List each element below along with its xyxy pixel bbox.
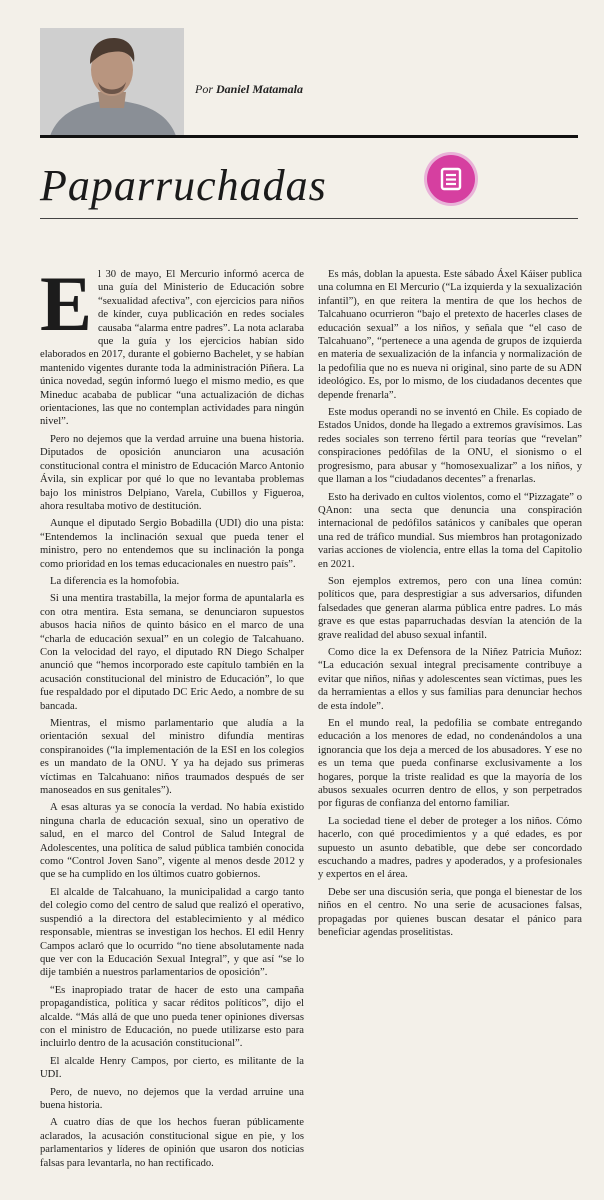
author-name: Daniel Matamala	[216, 82, 304, 96]
paragraph: Pero no dejemos que la verdad arruine una buena historia. Diputados de oposición anunciaron una acusación constitucional contra el ministro de Educación Marco Antonio Ávila, sin explicar por qué lo que no levantaba problemas bajo los ministros Delpiano, Varela, Cubillos y Figueroa, ahora resultaba motivo de destitución.	[40, 433, 304, 512]
paragraph: Es más, doblan la apuesta. Este sábado Áxel Káiser publica una columna en El Mercurio (“La izquierda y la sexualización infantil”), en que reitera la mentira de que los hechos de Talcahuano ocurrieron “bajo el pretexto de hacerles clases de educación sexual” a los niños, y señala que “el caso de Talcahuano”, “pertenece a una agenda de grupos de izquierda en materia de sexualización de la infancia y normalización de la pedofilia que no es nueva ni original, sino parte de su ADN ideológico. Es, por lo mismo, de los ciudadanos decentes que depende frenarla”.	[318, 269, 582, 401]
paragraph: La sociedad tiene el deber de proteger a los niños. Cómo hacerlo, con qué procedimientos y a qué edades, es por supuesto un asunto debatible, que debe ser concordado escuchando a madres, padres y apoderados, y a profesionales y expertos en el área.	[318, 815, 582, 881]
paragraph: A esas alturas ya se conocía la verdad. No había existido ninguna charla de educación sexual, sino un operativo de salud, en el marco del Control de Salud Integral de Adolescentes, una política de salud pública también conocida como “Control Joven Sano”, vigente al menos desde 2012 y que se ha cumplido en los últimos cuatro gobiernos.	[40, 802, 304, 881]
paragraph: Aunque el diputado Sergio Bobadilla (UDI) dio una pista: “Entendemos la inclinación sexual que pueda tener el ministro, pero no entendemos que su inclinación la ponga como prioridad en los temas educacionales en nuestro país”.	[40, 518, 304, 570]
column-title: Paparruchadas	[40, 161, 327, 210]
author-photo	[40, 28, 184, 136]
paragraph: Mientras, el mismo parlamentario que aludía a la orientación sexual del ministro difundía mentiras conspiranoides (“la implementación de la ESI en los colegios es un mandato de la ONU. Y ya ha dejado sus primeras víctimas en Talcahuano: niños traumados después de ser manoseados en sus genitales”).	[40, 718, 304, 797]
paragraph: Si una mentira trastabilla, la mejor forma de apuntalarla es con otra mentira. Esta semana, se denunciaron supuestos abusos hacia niños de quinto básico en el marco de una “charla de educación sexual” en un colegio de Talcahuano. Con la velocidad del rayo, el diputado RN Diego Schalper anunció que “hemos incorporado este capítulo también en la acusación constitucional del ministro de Educación”, lo que fue respaldado por el diputado DC Eric Aedo, a nombre de su bancada.	[40, 593, 304, 712]
byline	[195, 82, 303, 97]
article-body	[40, 260, 582, 1188]
paragraph: El alcalde de Talcahuano, la municipalidad a cargo tanto del colegio como del centro de salud que realizó el operativo, suspendió a la directora del establecimiento y al médico responsable, mientras se investigan los hechos. El edil Henry Campos aclaró que lo ocurrido “no tiene absolutamente nada que ver con la Educación Sexual Integral”, y que así “se lo dije también a nuestros parlamentarios de oposición”.	[40, 886, 304, 979]
paragraph: Este modus operandi no se inventó en Chile. Es copiado de Estados Unidos, donde ha llegado a extremos gravísimos. Las redes sociales son terreno fértil para teorías que “revelan” conspiraciones pedófilas de la ONU, el sionismo o el progresismo, para abusar y “homosexualizar” a los niños, y que llaman a los “ciudadanos decentes” a frenarlas.	[318, 407, 582, 486]
paragraph: Como dice la ex Defensora de la Niñez Patricia Muñoz: “La educación sexual integral precisamente contribuye a evitar que niños, niñas y adolescentes sean víctimas, pues les da herramientas a ellos y sus familias para denunciar hechos de esta índole”.	[318, 646, 582, 712]
title-rule	[40, 218, 578, 219]
paragraph: En el mundo real, la pedofilia se combate entregando educación a los menores de edad, no condenándolos a una ignorancia que los deja a merced de los abusadores. Y ese no es un tema que pueda confinarse exclusivamente a los hogares, porque la triste realidad es que la mayoría de los abusos sexuales ocurren dentro de ellos, y son perpetrados por figuras de confianza del entorno familiar.	[318, 718, 582, 810]
author-portrait-icon	[40, 28, 184, 136]
header-rule	[40, 135, 578, 138]
paragraph: Esto ha derivado en cultos violentos, como el “Pizzagate” o QAnon: una secta que denuncia una conspiración internacional de pedófilos satánicos y caníbales que operan una red de tráfico mundial. Sus miembros han protagonizado varias acciones de violencia, entre ellas la toma del Capitolio en 2021.	[318, 491, 582, 570]
paragraph-text: l 30 de mayo, El Mercurio informó acerca de una guía del Ministerio de Educación sobre “sexualidad afectiva”, con ejercicios para niños de kínder, cuya publicación en redes sociales causaba “alarma entre padres”. La nota aclaraba que la guía y los ejercicios habían sido elaborados en 2017, durante el gobierno Bachelet, y se habían mantenido vigentes durante toda la administración Piñera. La única novedad, según informó luego el mismo medio, es que Mineduc acababa de publicar “una actualización de dichas orientaciones, las que no contemplan actividades para ningún nivel”.	[40, 269, 304, 428]
byline-prefix: Por	[195, 82, 213, 96]
paragraph: A cuatro días de que los hechos fueran públicamente aclarados, la acusación constitucional sigue en pie, y los parlamentarios y líderes de opinión que usaron dos noticias falsas para levantarla, no han rectificado.	[40, 1117, 304, 1169]
paragraph: La diferencia es la homofobia.	[50, 575, 180, 587]
paragraph: “Es inapropiado tratar de hacer de esto una campaña propagandística, política y sacar réditos políticos”, dijo el alcalde. “Más allá de que uno pueda tener opiniones diversas con el ministro de Educación, no puede utilizarse esto para incluirlo dentro de la acusación constitucional”.	[40, 984, 304, 1050]
paragraph	[40, 260, 304, 429]
paragraph: Son ejemplos extremos, pero con una línea común: políticos que, para desprestigiar a sus adversarios, difunden falsedades que generan alarma pública entre padres. Lo más grave es que estas paparruchadas desvían la atención de la grave realidad del abuso sexual infantil.	[318, 575, 582, 641]
paragraph: El alcalde Henry Campos, por cierto, es militante de la UDI.	[40, 1055, 304, 1081]
document-icon	[437, 165, 465, 193]
paragraph: Pero, de nuevo, no dejemos que la verdad arruine una buena historia.	[40, 1086, 304, 1111]
column-badge	[427, 155, 475, 203]
drop-cap: E	[40, 260, 93, 347]
paragraph: Debe ser una discusión seria, que ponga el bienestar de los niños en el centro. No una serie de acusaciones falsas, propagadas por quienes buscan desatar el pánico para beneficiar agendas proselitistas.	[318, 886, 582, 939]
